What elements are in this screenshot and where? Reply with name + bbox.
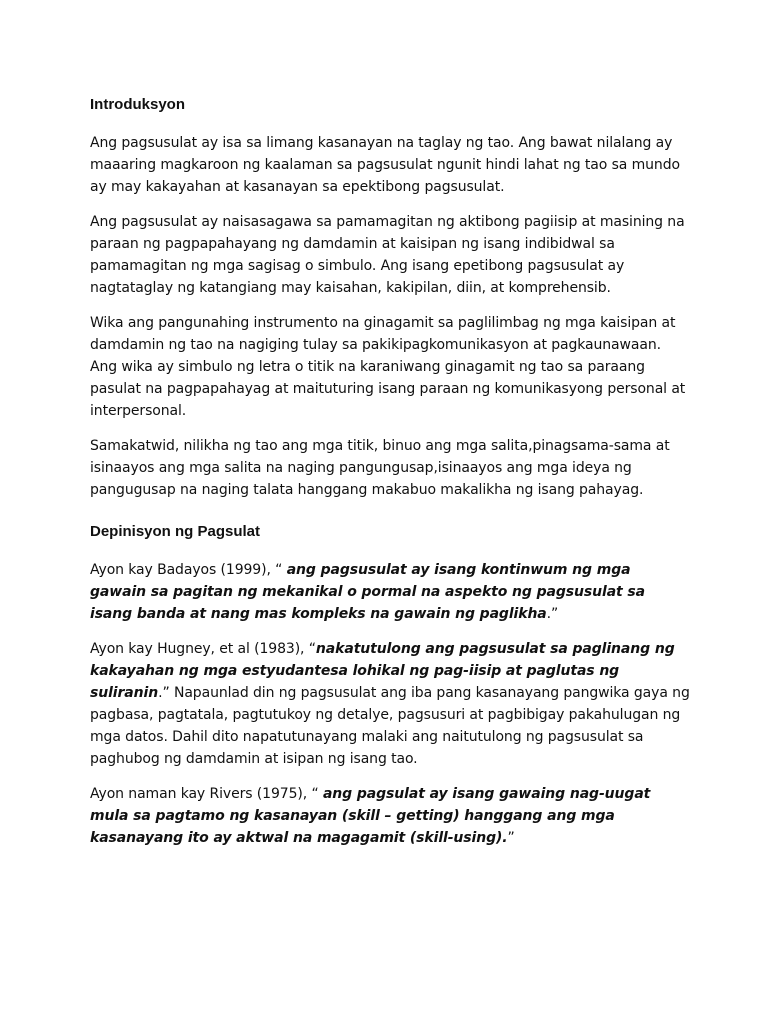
- paragraph-1: Ang pagsusulat ay isa sa limang kasanayan na taglay ng tao. Ang bawat nilalang ay maaaring magkaroon ng kaalaman sa pagsusulat ngunit hindi lahat ng tao sa mundo ay may kakayahan at kasanayan sa epektibong pagsusulat.: [90, 135, 680, 195]
- hugney-lead: Ayon kay Hugney, et al (1983), “: [90, 641, 316, 657]
- hugney-tail: .” Napaunlad din ng pagsusulat ang iba pang kasanayang pangwika gaya ng pagbasa, pagtatala, pagtutukoy ng detalye, pagsusuri at pagbibigay pakahulugan ng mga datos. Dahil dito napatutunayang malaki ang naitutulong ng pagsusulat sa paghubog ng damdamin at isipan ng isang tao.: [90, 685, 690, 767]
- rivers-lead: Ayon naman kay Rivers (1975), “: [90, 786, 323, 802]
- badayos-tail: .”: [546, 606, 559, 622]
- rivers-quote: ang pagsulat ay isang gawaing nag-uugat mula sa pagtamo ng kasanayan (skill – getting) hanggang ang mga kasanayang ito ay aktwal na magagamit (skill-using).: [90, 786, 651, 846]
- hugney-quote: nakatutulong ang pagsusulat sa paglinang ng kakayahan ng mga estyudantesa lohikal ng pag-iisip at paglutas ng suliranin: [90, 641, 675, 701]
- badayos-quote: ang pagsusulat ay isang kontinwum ng mga gawain sa pagitan ng mekanikal o pormal na aspekto ng pagsusulat sa isang banda at nang mas kompleks na gawain ng paglikha: [90, 562, 645, 622]
- badayos-lead: Ayon kay Badayos (1999), “: [90, 562, 287, 578]
- rivers-tail: ”: [507, 830, 515, 846]
- document-page: [90, 94, 690, 862]
- paragraph-4: Samakatwid, nilikha ng tao ang mga titik, binuo ang mga salita,pinagsama-sama at isinaayos ang mga salita na naging pangungusap,isinaayos ang mga ideya ng pangugusap na naging talata hanggang makabuo makalikha ng isang pahayag.: [90, 438, 670, 498]
- heading-depinisyon: Depinisyon ng Pagsulat: [90, 523, 261, 540]
- paragraph-badayos: [90, 559, 690, 625]
- paragraph-2: Ang pagsusulat ay naisasagawa sa pamamagitan ng aktibong pagiisip at masining na paraan ng pagpapahayang ng damdamin at kaisipan ng isang indibidwal sa pamamagitan ng mga sagisag o simbulo. Ang isang epetibong pagsusulat ay nagtataglay ng katangiang may kaisahan, kakipilan, diin, at komprehensib.: [90, 214, 685, 296]
- paragraph-hugney: [90, 638, 690, 770]
- paragraph-3: Wika ang pangunahing instrumento na ginagamit sa paglilimbag ng mga kaisipan at damdamin ng tao na nagiging tulay sa pakikipagkomunikasyon at pagkaunawaan. Ang wika ay simbulo ng letra o titik na karaniwang ginagamit ng tao sa paraang pasulat na pagpapahayag at maituturing isang paraan ng komunikasyong personal at interpersonal.: [90, 315, 686, 419]
- paragraph-rivers: [90, 783, 690, 849]
- heading-introduksyon: Introduksyon: [90, 96, 186, 113]
